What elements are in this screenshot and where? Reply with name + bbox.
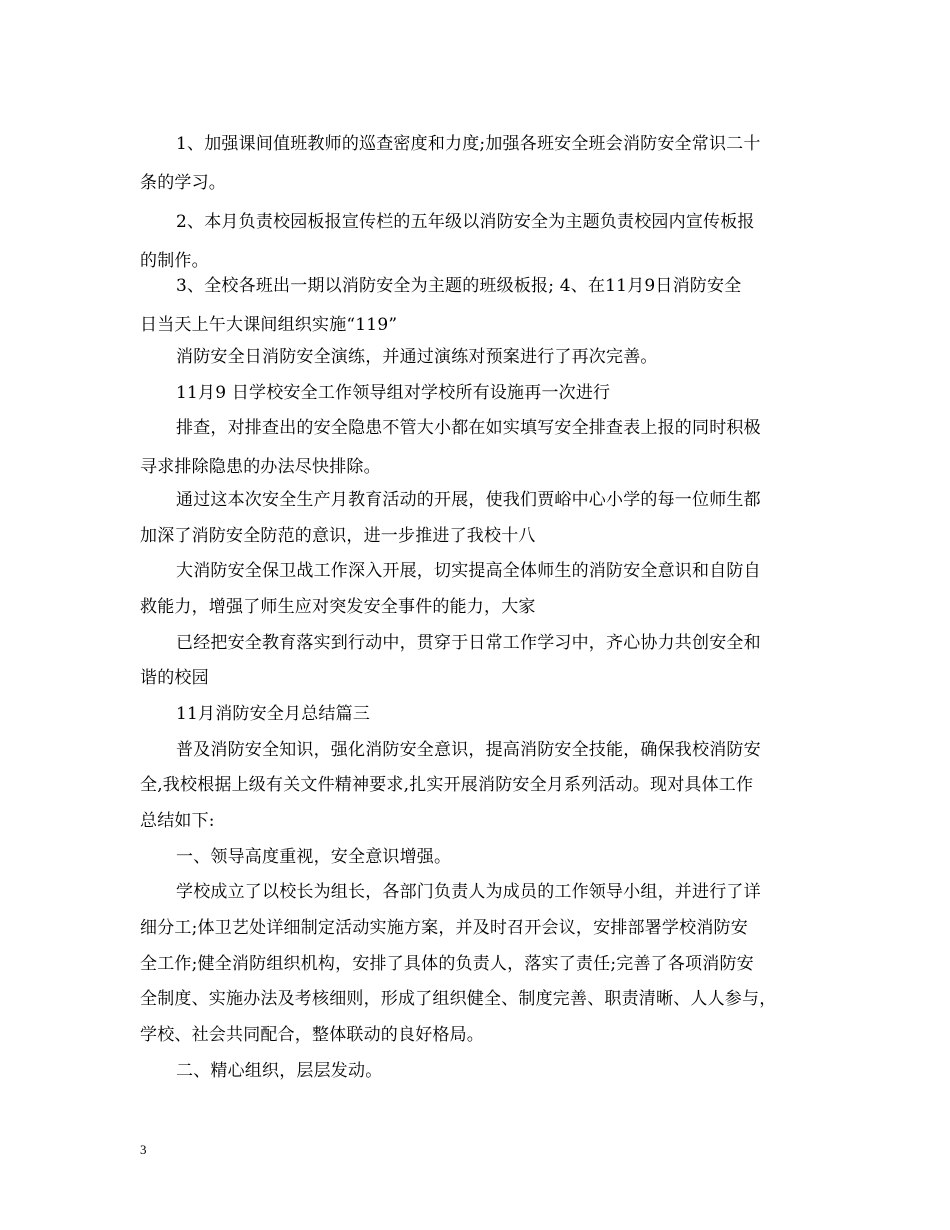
text-line-5: 3、全校各班出一期以消防安全为主题的班级板报; 4、在11月9日消防安全 [176,276,742,296]
text-line-4: 的制作。 [140,251,209,271]
text-line-3: 2、本月负责校园板报宣传栏的五年级以消防安全为主题负责校园内宣传板报 [176,212,755,232]
page-number: 3 [140,1142,147,1157]
text-line-26: 学校、社会共同配合，整体联动的良好格局。 [140,1025,484,1045]
text-line-10: 寻求排除隐患的办法尽快排除。 [140,457,381,477]
text-line-19: 全,我校根据上级有关文件精神要求,扎实开展消防安全月系列活动。现对具体工作 [140,775,754,795]
section-heading: 11月消防安全月总结篇三 [176,704,371,724]
text-line-24: 全工作;健全消防组织机构，安排了具体的负责人，落实了责任;完善了各项消防安 [140,954,754,974]
text-line-12: 加深了消防安全防范的意识，进一步推进了我校十八 [140,526,536,546]
text-line-2: 条的学习。 [140,173,226,193]
text-line-6: 日当天上午大课间组织实施“119” [140,315,398,335]
text-line-1: 1、加强课间值班教师的巡查密度和力度;加强各班安全班会消防安全常识二十 [176,134,761,154]
text-line-11: 通过这本次安全生产月教育活动的开展，使我们贾峪中心小学的每一位师生都 [176,490,761,510]
text-line-27: 二、精心组织，层层发动。 [176,1061,383,1081]
text-line-15: 已经把安全教育落实到行动中，贯穿于日常工作学习中，齐心协力共创安全和 [176,633,761,653]
text-line-21: 一、领导高度重视，安全意识增强。 [176,847,452,867]
text-line-13: 大消防安全保卫战工作深入开展，切实提高全体师生的消防安全意识和自防自 [176,561,761,581]
text-line-18: 普及消防安全知识，强化消防安全意识，提高消防安全技能，确保我校消防安 [176,740,761,760]
text-line-25: 全制度、实施办法及考核细则，形成了组织健全、制度完善、职责清晰、人人参与， [140,989,777,1009]
text-line-9: 排查，对排查出的安全隐患不管大小都在如实填写安全排查表上报的同时积极 [176,418,761,438]
text-line-7: 消防安全日消防安全演练，并通过演练对预案进行了再次完善。 [176,347,658,367]
text-line-20: 总结如下: [140,811,215,831]
text-line-8: 11月9 日学校安全工作领导组对学校所有设施再一次进行 [176,383,611,403]
text-line-23: 细分工;体卫艺处详细制定活动实施方案，并及时召开会议，安排部署学校消防安 [140,918,748,938]
text-line-14: 救能力，增强了师生应对突发安全事件的能力，大家 [140,597,536,617]
text-line-22: 学校成立了以校长为组长，各部门负责人为成员的工作领导小组，并进行了详 [176,882,761,902]
text-line-16: 谐的校园 [140,668,209,688]
